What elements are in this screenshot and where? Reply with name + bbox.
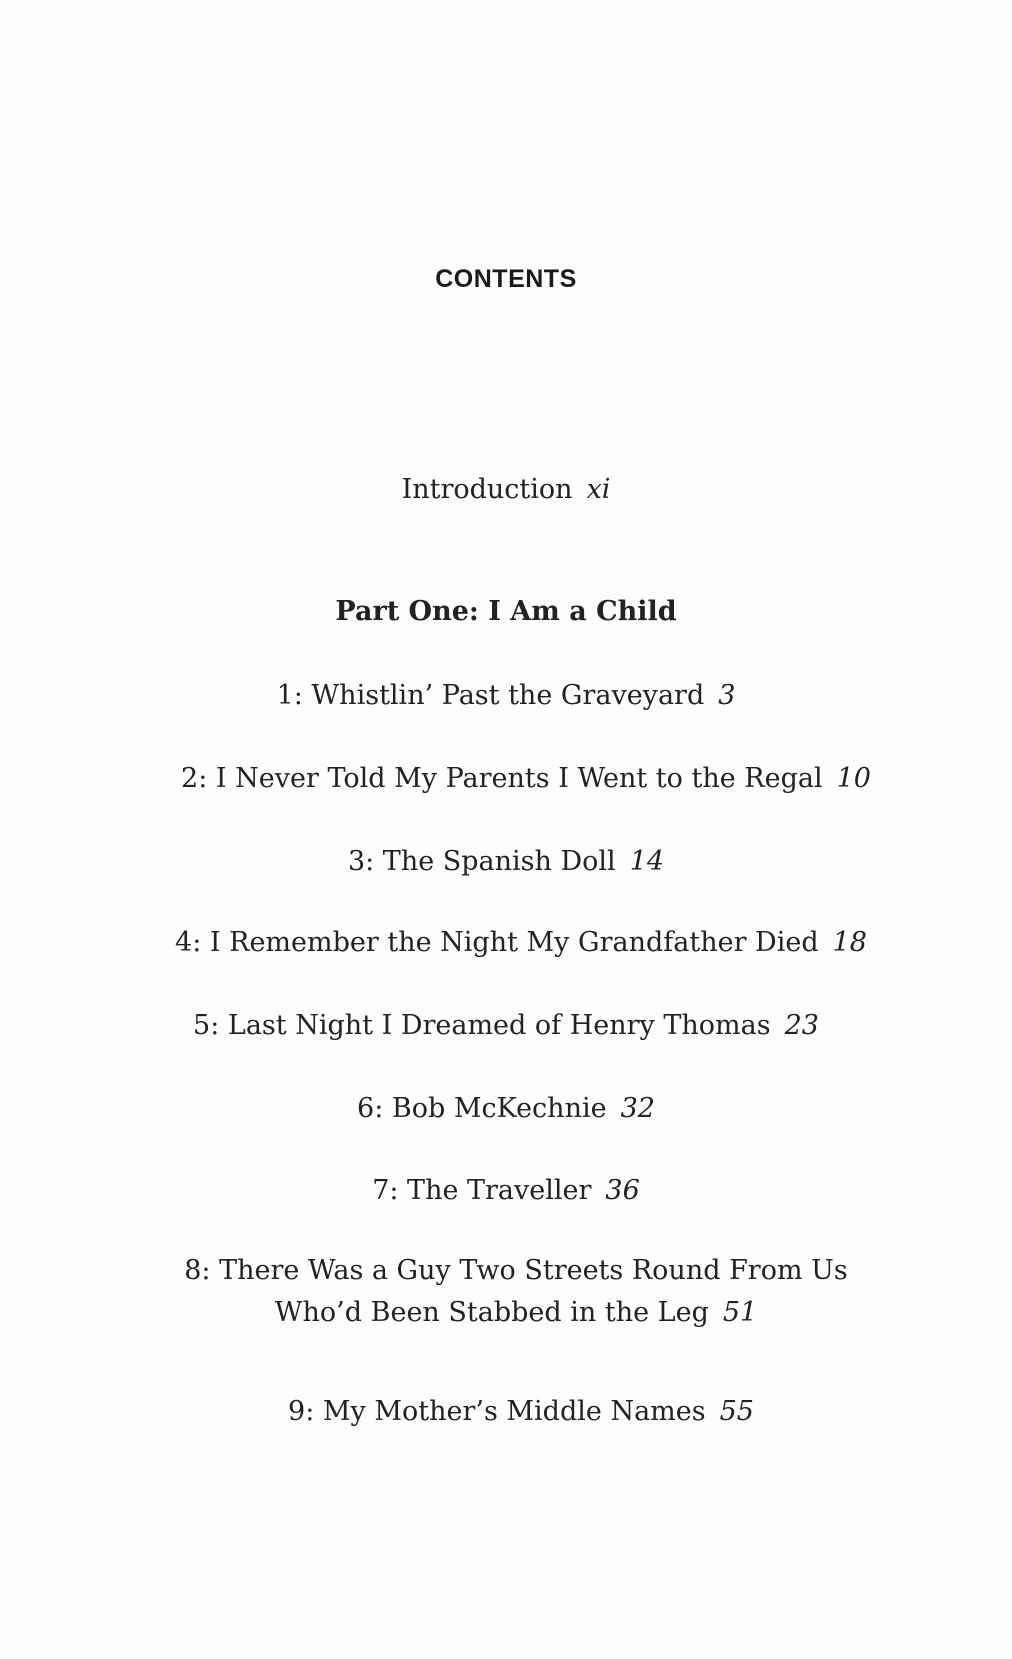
toc-entry-chapter-6 [0, 1088, 1012, 1130]
toc-entry-chapter-5 [0, 1005, 1012, 1047]
toc-entry-title: 4: I Remember the Night My Grandfather Died [175, 927, 819, 958]
toc-entry-title-line-2: Who’d Been Stabbed in the Leg [274, 1297, 709, 1328]
toc-entry-page-number: 10 [836, 763, 871, 794]
toc-entry-chapter-3 [0, 841, 1012, 883]
toc-entry-title: 7: The Traveller [372, 1175, 592, 1206]
toc-entry-title: Introduction [401, 474, 573, 505]
toc-entry-title-line-1: 8: There Was a Guy Two Streets Round From Us [184, 1255, 848, 1286]
toc-entry-page-number: 51 [722, 1297, 758, 1328]
toc-entry-title: 2: I Never Told My Parents I Went to the Regal [181, 763, 823, 794]
toc-entry-page-number: 23 [784, 1010, 819, 1041]
part-one-heading: Part One: I Am a Child [335, 596, 677, 627]
toc-entry-chapter-4 [15, 922, 1012, 964]
toc-entry-title: 5: Last Night I Dreamed of Henry Thomas [193, 1010, 771, 1041]
toc-entry-page-number: 55 [719, 1396, 754, 1427]
contents-heading: CONTENTS [435, 265, 577, 293]
toc-entry-title: 9: My Mother’s Middle Names [288, 1396, 706, 1427]
toc-entry-page-number: 36 [605, 1175, 640, 1206]
toc-entry-title: 1: Whistlin’ Past the Graveyard [276, 680, 705, 711]
toc-entry-title: 6: Bob McKechnie [357, 1093, 607, 1124]
toc-entry-page-number: xi [586, 474, 611, 505]
toc-entry-page-number: 32 [620, 1093, 655, 1124]
toc-entry-title: 3: The Spanish Doll [347, 846, 616, 877]
toc-entry-chapter-9 [15, 1391, 1012, 1433]
toc-entry-introduction [0, 469, 1012, 511]
toc-entry-title-line-2-wrap [10, 1292, 1012, 1334]
toc-entry-chapter-7 [0, 1170, 1012, 1212]
toc-entry-page-number: 18 [832, 927, 867, 958]
toc-entry-chapter-1 [0, 675, 1012, 717]
toc-entry-chapter-2 [20, 758, 1012, 800]
toc-entry-page-number: 3 [718, 680, 736, 711]
toc-entry-chapter-8 [10, 1250, 1012, 1334]
toc-entry-page-number: 14 [629, 846, 665, 877]
